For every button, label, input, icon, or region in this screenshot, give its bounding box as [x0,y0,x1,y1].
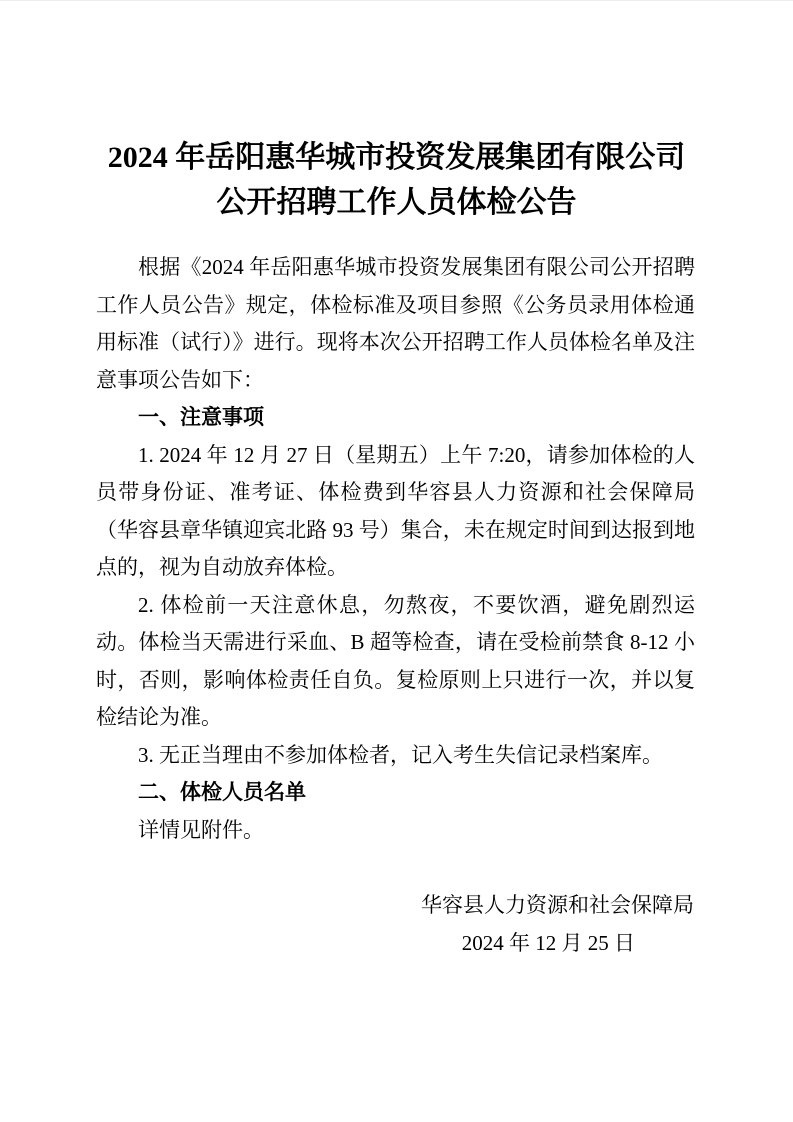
signature-block [96,887,695,962]
document-body [96,249,695,962]
intro-paragraph: 根据《2024 年岳阳惠华城市投资发展集团有限公司公开招聘工作人员公告》规定，体检标准及项目参照《公务员录用体检通用标准（试行）》进行。现将本次公开招聘工作人员体检名单及注意事项公告如下： [96,255,695,392]
document-title-line-2: 公开招聘工作人员体检公告 [216,186,577,219]
signature-org: 华容县人力资源和社会保障局 [421,893,694,917]
section-notice-heading: 一、注意事项 [138,406,264,429]
document-title [0,135,793,225]
notice-item-1: 1. 2024 年 12 月 27 日（星期五）上午 7:20，请参加体检的人员带身份证、准考证、体检费到华容县人力资源和社会保障局（华容县章华镇迎宾北路 93 号）集合，未在规定时间到达报到地点的，视为自动放弃体检。 [96,442,695,579]
document-title-line-1: 2024 年岳阳惠华城市投资发展集团有限公司 [107,141,686,174]
signature-date: 2024 年 12 月 25 日 [461,930,635,955]
notice-item-3: 3. 无正当理由不参加体检者，记入考生失信记录档案库。 [138,742,663,767]
section-list-body: 详情见附件。 [138,817,264,842]
section-list-heading: 二、体检人员名单 [138,781,306,804]
notice-item-2: 2. 体检前一天注意休息，勿熬夜，不要饮酒，避免剧烈运动。体检当天需进行采血、B 超等检查，请在受检前禁食 8-12 小时，否则，影响体检责任自负。复检原则上只进行一次，并以复检结论为准。 [96,592,695,729]
